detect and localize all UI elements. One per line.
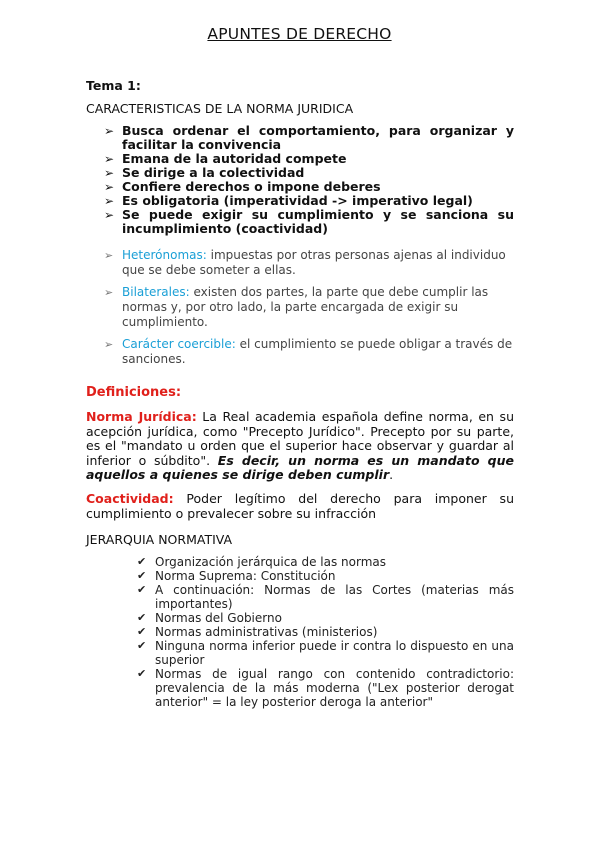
term-caracter-coercible: Carácter coercible:: [122, 337, 236, 351]
list-item: ✔ Normas de igual rango con contenido contradictorio: prevalencia de la más moderna ("Lex posterior derogat anterior" = la ley posterior deroga la anterior": [137, 667, 514, 709]
list-item: ➢ Bilaterales: existen dos partes, la parte que debe cumplir las normas y, por otro lado, la parte encargada de exigir su cumplimiento.: [104, 285, 489, 329]
checkmark-icon: ✔: [137, 611, 147, 624]
checkmark-icon: ✔: [137, 569, 147, 582]
checkmark-icon: ✔: [137, 639, 147, 652]
list-item: ➢ Es obligatoria (imperatividad -> imperativo legal): [104, 193, 473, 208]
list-item: ➢ Carácter coercible: el cumplimiento se puede obligar a través de sanciones.: [104, 337, 513, 366]
checkmark-icon: ✔: [137, 667, 147, 680]
list-item: ➢ Se puede exigir su cumplimiento y se sanciona su incumplimiento (coactividad): [104, 207, 514, 236]
norma-emphasis: Es decir, un norma es un mandato que aquellos a quienes se dirige deben cumplir: [86, 452, 514, 482]
checkmark-icon: ✔: [137, 555, 147, 568]
list-item: ✔ Normas del Gobierno: [137, 611, 282, 625]
list-item: ➢ Confiere derechos o impone deberes: [104, 179, 381, 194]
term-coactividad: Coactividad:: [86, 491, 174, 506]
definiciones-heading: Definiciones:: [86, 385, 182, 400]
document-title: APUNTES DE DERECHO: [207, 25, 392, 43]
term-norma-juridica: Norma Jurídica:: [86, 409, 197, 424]
list-item: ✔ A continuación: Normas de las Cortes (materias más importantes): [137, 583, 514, 611]
list-item: ➢ Busca ordenar el comportamiento, para organizar y facilitar la convivencia: [104, 123, 514, 152]
arrow-bullet-icon: ➢: [104, 152, 115, 166]
arrow-bullet-icon: ➢: [104, 208, 115, 222]
caracteristicas-heading: CARACTERISTICAS DE LA NORMA JURIDICA: [86, 101, 354, 116]
caracteristicas-bold-list: [104, 124, 514, 236]
list-item: ➢ Se dirige a la colectividad: [104, 165, 305, 180]
term-heteronomas: Heterónomas:: [122, 248, 207, 262]
list-item: ➢ Emana de la autoridad compete: [104, 151, 347, 166]
jerarquia-heading: JERARQUIA NORMATIVA: [86, 532, 233, 547]
arrow-bullet-icon: ➢: [104, 166, 115, 180]
list-item: ✔ Organización jerárquica de las normas: [137, 555, 387, 569]
list-item: ✔ Normas administrativas (ministerios): [137, 625, 378, 639]
arrow-bullet-icon: ➢: [104, 124, 115, 138]
arrow-bullet-icon: ➢: [104, 180, 115, 194]
coactividad-paragraph: Coactividad: Poder legítimo del derecho para imponer su cumplimiento o prevalecer sobre su infracción: [86, 491, 514, 521]
jerarquia-list: [137, 555, 514, 709]
caracteristicas-color-list: [104, 248, 514, 374]
checkmark-icon: ✔: [137, 583, 147, 596]
tema-heading: Tema 1:: [86, 78, 141, 93]
arrow-bullet-icon: ➢: [104, 338, 114, 351]
list-item: ✔ Norma Suprema: Constitución: [137, 569, 336, 583]
arrow-bullet-icon: ➢: [104, 249, 114, 262]
arrow-bullet-icon: ➢: [104, 286, 114, 299]
list-item: ➢ Heterónomas: impuestas por otras personas ajenas al individuo que se debe someter a ellas.: [104, 248, 506, 277]
checkmark-icon: ✔: [137, 625, 147, 638]
norma-juridica-paragraph: Norma Jurídica: La Real academia española define norma, en su acepción jurídica, como "Precepto Jurídico". Precepto por su parte, es el "mandato u orden que el superior hace observar y guardar al inferior o súbdito". Es decir, un norma es un mandato que aquellos a quienes se dirige deben cumplir.: [86, 409, 514, 482]
list-item: ✔ Ninguna norma inferior puede ir contra lo dispuesto en una superior: [137, 639, 514, 667]
term-bilaterales: Bilaterales:: [122, 285, 190, 299]
arrow-bullet-icon: ➢: [104, 194, 115, 208]
